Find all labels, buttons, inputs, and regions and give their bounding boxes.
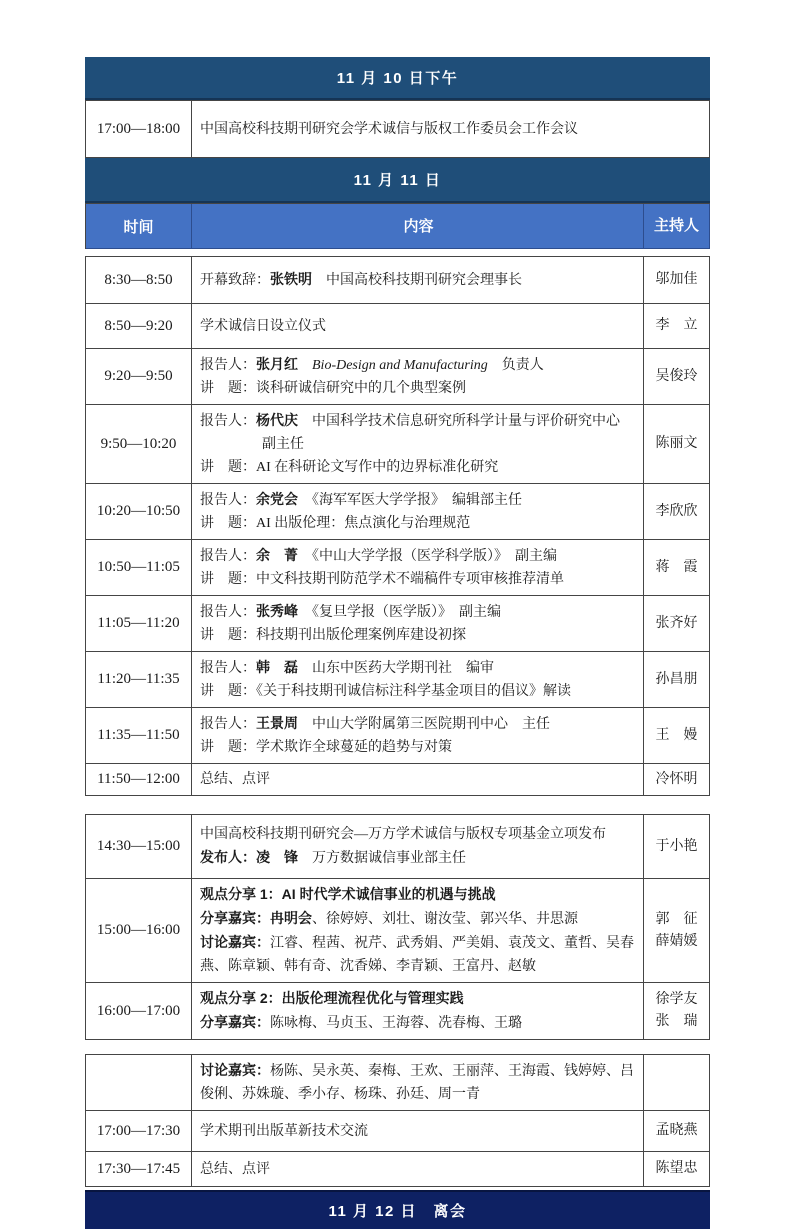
- host-cell: [644, 349, 710, 405]
- content-line: [200, 987, 637, 1011]
- host-name: 陈丽文: [655, 436, 698, 451]
- host-cell: [644, 764, 710, 796]
- time-cell: 16:00—17:00: [86, 983, 192, 1040]
- content-text: 观点分享 1：AI 时代学术诚信事业的机遇与挑战: [200, 886, 496, 902]
- content-text: 讲 题：AI 在科研论文写作中的边界标准化研究: [200, 460, 499, 475]
- content-text: 余 菁: [256, 547, 298, 563]
- content-line: [200, 712, 637, 736]
- content-text: 余党会: [256, 491, 298, 507]
- content-cell: [192, 1152, 644, 1187]
- content-line: [200, 568, 637, 591]
- content-line: [200, 931, 637, 978]
- time-cell: 17:30—17:45: [86, 1152, 192, 1187]
- host-name: 王 嫚: [655, 727, 698, 743]
- content-line: [200, 656, 637, 680]
- table-chunk: [85, 1054, 710, 1187]
- host-name: 孟晓燕: [655, 1123, 698, 1138]
- content-line: [200, 315, 637, 338]
- content-text: 张秀峰: [256, 603, 298, 619]
- content-text: 《中山大学学报（医学科学版）》 副主编: [298, 549, 557, 564]
- content-line: [200, 1011, 637, 1035]
- content-text: 发布人：: [200, 849, 256, 865]
- column-header-content: 内容: [192, 204, 644, 249]
- host-name: 孙昌朋: [655, 671, 698, 687]
- host-name: 李 立: [655, 318, 698, 333]
- host-cell: [644, 708, 710, 764]
- content-line: [200, 1158, 637, 1181]
- content-line: [200, 624, 637, 647]
- content-text: 山东中医药大学期刊社 编审: [298, 661, 494, 676]
- content-text: 中国科学技术信息研究所科学计量与评价研究中心: [298, 414, 620, 429]
- host-cell: [644, 1055, 710, 1111]
- time-cell: 11:50—12:00: [86, 764, 192, 796]
- table-chunk: [85, 256, 710, 796]
- content-text: 杨陈、吴永英、秦梅、王欢、王丽萍、王海霞、钱婷婷、吕俊俐、苏姝璇、季小存、杨珠、孙廷、周一青: [200, 1064, 634, 1102]
- time-cell: 11:35—11:50: [86, 708, 192, 764]
- content-text: 万方数据诚信事业部主任: [298, 851, 466, 866]
- schedule-row: [86, 405, 710, 484]
- host-name: 张 瑞: [655, 1014, 698, 1029]
- content-text: 报告人：: [200, 493, 256, 508]
- content-cell: [192, 815, 644, 879]
- host-name: 于小艳: [655, 838, 698, 854]
- content-line: [200, 600, 637, 624]
- schedule-row: [86, 764, 710, 796]
- schedule-row: [86, 101, 710, 158]
- time-cell: 14:30—15:00: [86, 815, 192, 879]
- content-line: [200, 488, 637, 512]
- content-text: 报告人：: [200, 717, 256, 732]
- content-text: 《海军军医大学学报》 编辑部主任: [298, 493, 522, 508]
- date-bar-label: 11 月 11 日: [353, 172, 442, 189]
- schedule-row: [86, 596, 710, 652]
- content-line: [200, 456, 637, 479]
- host-name: 张齐好: [655, 615, 698, 631]
- content-line: [200, 1059, 637, 1106]
- content-text: 开幕致辞：: [200, 273, 270, 288]
- content-text: 讲 题：科技期刊出版伦理案例库建设初探: [200, 628, 466, 643]
- host-name: 李欣欣: [655, 503, 698, 519]
- content-line: [200, 1120, 637, 1143]
- content-text: 王景周: [256, 715, 298, 731]
- content-text: 讲 题：AI 出版伦理：焦点演化与治理规范: [200, 516, 471, 531]
- content-text: 讲 题：谈科研诚信研究中的几个典型案例: [200, 381, 466, 396]
- content-line: [200, 736, 637, 759]
- time-cell: 8:30—8:50: [86, 257, 192, 304]
- content-text: 中山大学附属第三医院期刊中心 主任: [298, 717, 550, 732]
- content-text: 冉明会: [270, 910, 312, 926]
- content-cell: [192, 764, 644, 796]
- host-name: 吴俊玲: [655, 368, 698, 384]
- content-text: 报告人：: [200, 549, 256, 564]
- host-cell: [644, 540, 710, 596]
- host-cell: [644, 257, 710, 304]
- content-text: 讲 题：学术欺诈全球蔓延的趋势与对策: [200, 740, 452, 755]
- date-bar-label: 11 月 10 日下午: [336, 70, 459, 87]
- host-cell: [644, 1152, 710, 1187]
- content-text: 中国高校科技期刊研究会—万方学术诚信与版权专项基金立项发布: [200, 827, 606, 842]
- schedule-row: [86, 257, 710, 304]
- content-text: 《复旦学报（医学版）》 副主编: [298, 605, 501, 620]
- table-gap: [85, 249, 710, 256]
- content-line: [200, 768, 637, 791]
- content-text: 韩 磊: [256, 659, 298, 675]
- content-text: 分享嘉宾：: [200, 1014, 270, 1030]
- host-cell: [644, 484, 710, 540]
- content-cell: [192, 349, 644, 405]
- table-chunk: [85, 100, 710, 158]
- host-name: 郭 征: [655, 911, 698, 927]
- table-chunk: [85, 203, 710, 249]
- schedule-row: [86, 983, 710, 1040]
- content-text: 副主任: [262, 437, 304, 452]
- content-text: 负责人: [487, 358, 544, 373]
- host-name: 蒋 霞: [655, 559, 698, 575]
- host-name: 薛婧媛: [655, 933, 698, 949]
- schedule-row: [86, 879, 710, 983]
- time-cell: [86, 1055, 192, 1111]
- content-text: 中国高校科技期刊研究会学术诚信与版权工作委员会工作会议: [200, 121, 578, 137]
- table-gap: [85, 1040, 710, 1054]
- host-cell: [644, 879, 710, 983]
- host-name: 徐学友: [655, 992, 698, 1007]
- content-cell: [192, 652, 644, 708]
- content-cell: [192, 405, 644, 484]
- content-text: 观点分享 2：出版伦理流程优化与管理实践: [200, 990, 464, 1006]
- content-text: 陈咏梅、马贞玉、王海蓉、冼春梅、王璐: [270, 1016, 522, 1031]
- content-text: 讲 题：《关于科技期刊诚信标注科学基金项目的倡议》解读: [200, 684, 571, 699]
- time-cell: 11:05—11:20: [86, 596, 192, 652]
- schedule-row: [86, 815, 710, 879]
- schedule-row: [86, 1152, 710, 1187]
- content-line: [200, 409, 637, 433]
- content-text: 报告人：: [200, 661, 256, 676]
- content-line: [200, 846, 637, 870]
- schedule-row: [86, 1055, 710, 1111]
- content-line: [200, 433, 637, 456]
- host-name: 陈望忠: [655, 1161, 698, 1176]
- content-line: [200, 907, 637, 931]
- schedule-row: [86, 652, 710, 708]
- content-text: 凌 锋: [256, 849, 298, 865]
- content-text: 中国高校科技期刊研究会理事长: [312, 273, 522, 288]
- content-cell: [192, 484, 644, 540]
- content-cell: [192, 596, 644, 652]
- time-cell: 11:20—11:35: [86, 652, 192, 708]
- schedule-row: [86, 540, 710, 596]
- content-cell: [192, 540, 644, 596]
- section-date-bar: [85, 158, 710, 203]
- column-header-row: [86, 204, 710, 249]
- schedule-row: [86, 349, 710, 405]
- conference-schedule-table: [85, 57, 710, 1229]
- content-cell: [192, 879, 644, 983]
- content-line: [200, 353, 637, 377]
- time-cell: 9:50—10:20: [86, 405, 192, 484]
- content-text: 学术期刊出版革新技术交流: [200, 1123, 368, 1139]
- content-line: [200, 883, 637, 907]
- content-text: 总结、点评: [200, 1161, 270, 1177]
- content-cell: [192, 1055, 644, 1111]
- content-cell: [192, 101, 710, 158]
- content-text: 张月红: [256, 356, 298, 372]
- host-cell: [644, 652, 710, 708]
- content-line: [200, 680, 637, 703]
- content-line: [200, 544, 637, 568]
- table-gap: [85, 796, 710, 814]
- content-cell: [192, 708, 644, 764]
- host-cell: [644, 405, 710, 484]
- date-bar-label: 11 月 12 日 离会: [328, 1203, 467, 1220]
- content-line: [200, 118, 703, 141]
- content-cell: [192, 257, 644, 304]
- host-cell: [644, 983, 710, 1040]
- content-cell: [192, 983, 644, 1040]
- schedule-row: [86, 1111, 710, 1152]
- footer-date-bar: [85, 1190, 710, 1229]
- section-date-bar: [85, 57, 710, 100]
- column-header-host: 主持人: [644, 204, 710, 249]
- content-text: 讨论嘉宾：: [200, 1062, 270, 1078]
- content-text: 报告人：: [200, 358, 256, 373]
- content-line: [200, 823, 637, 846]
- content-text: 总结、点评: [200, 772, 270, 787]
- host-cell: [644, 815, 710, 879]
- host-cell: [644, 1111, 710, 1152]
- content-text: 分享嘉宾：: [200, 910, 270, 926]
- content-text: 报告人：: [200, 414, 256, 429]
- content-text: 张铁明: [270, 271, 312, 287]
- time-cell: 10:50—11:05: [86, 540, 192, 596]
- table-chunk: [85, 814, 710, 1040]
- time-cell: 8:50—9:20: [86, 304, 192, 349]
- host-cell: [644, 304, 710, 349]
- content-text: Bio-Design and Manufacturing: [312, 358, 488, 373]
- schedule-row: [86, 708, 710, 764]
- content-text: 杨代庆: [256, 412, 298, 428]
- schedule-row: [86, 484, 710, 540]
- content-cell: [192, 1111, 644, 1152]
- host-name: 冷怀明: [655, 771, 698, 787]
- host-name: 邬加佳: [655, 272, 698, 287]
- time-cell: 10:20—10:50: [86, 484, 192, 540]
- schedule-row: [86, 304, 710, 349]
- content-line: [200, 377, 637, 400]
- content-cell: [192, 304, 644, 349]
- content-text: 学术诚信日设立仪式: [200, 318, 326, 334]
- host-cell: [644, 596, 710, 652]
- content-line: [200, 512, 637, 535]
- content-text: 江睿、程茜、祝芹、武秀娟、严美娟、袁茂文、董哲、吴春燕、陈章颖、韩有奇、沈香娣、李青颖、王富丹、赵敏: [200, 936, 634, 974]
- time-cell: 9:20—9:50: [86, 349, 192, 405]
- content-text: 讲 题：中文科技期刊防范学术不端稿件专项审核推荐清单: [200, 572, 564, 587]
- column-header-time: 时间: [86, 204, 192, 249]
- time-cell: 17:00—17:30: [86, 1111, 192, 1152]
- content-text: 、徐婷婷、刘壮、谢汝莹、郭兴华、井思源: [312, 912, 578, 927]
- content-text: 报告人：: [200, 605, 256, 620]
- time-cell: 17:00—18:00: [86, 101, 192, 158]
- time-cell: 15:00—16:00: [86, 879, 192, 983]
- content-text: [298, 358, 312, 373]
- content-line: [200, 268, 637, 292]
- content-text: 讨论嘉宾：: [200, 934, 270, 950]
